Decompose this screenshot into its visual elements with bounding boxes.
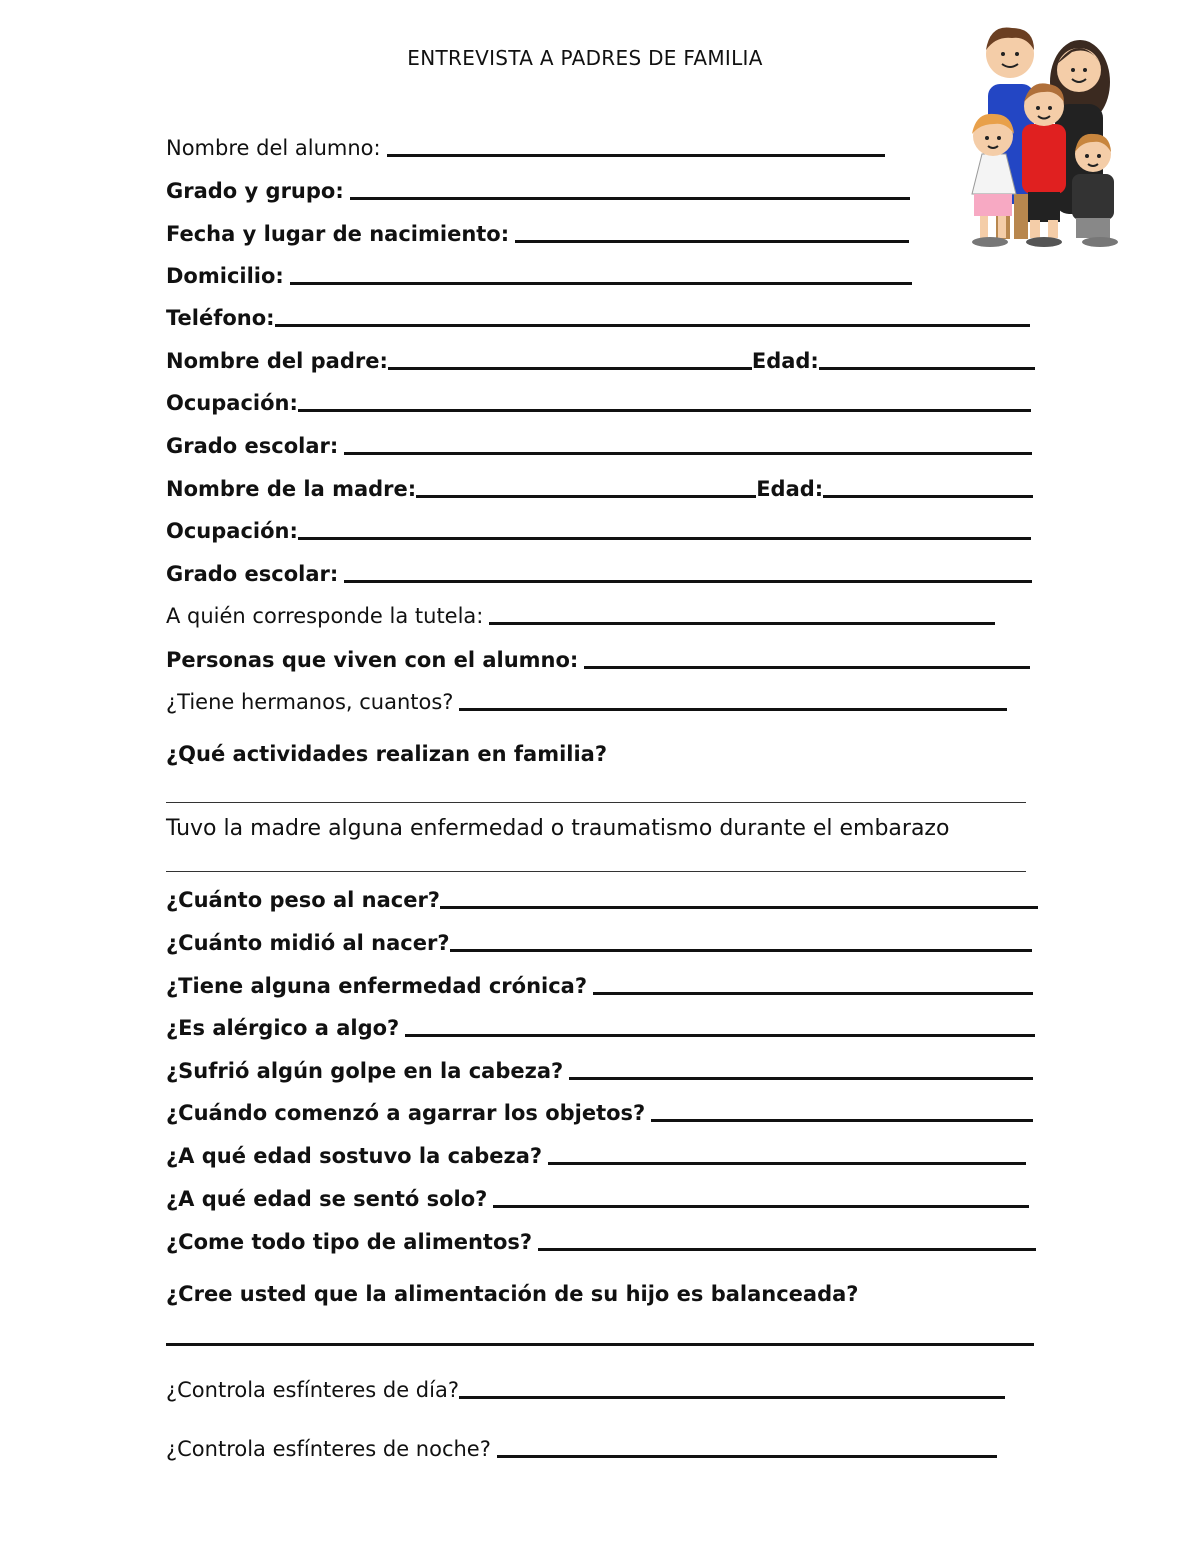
field-alergico: ¿Es alérgico a algo?: [166, 1010, 1035, 1040]
blank-grado-grupo[interactable]: [350, 197, 910, 200]
blank-grado-escolar-madre[interactable]: [344, 580, 1032, 583]
blank-grado-escolar-padre[interactable]: [344, 452, 1032, 455]
blank-cronica[interactable]: [593, 992, 1033, 995]
blank-sostuvo[interactable]: [548, 1162, 1026, 1165]
field-nombre-madre: Nombre de la madre: Edad:: [166, 471, 1033, 501]
blank-esfinteres-dia[interactable]: [459, 1396, 1005, 1399]
field-ocupacion-madre: Ocupación:: [166, 513, 1031, 543]
field-grado-escolar-madre: Grado escolar:: [166, 556, 1032, 586]
field-balanceada: ¿Cree usted que la alimentación de su hijo es balanceada?: [166, 1282, 859, 1306]
blank-midio[interactable]: [450, 949, 1032, 952]
field-cronica: ¿Tiene alguna enfermedad crónica?: [166, 968, 1033, 998]
field-fecha-lugar: Fecha y lugar de nacimiento:: [166, 216, 909, 246]
blank-ocupacion-madre[interactable]: [298, 537, 1031, 540]
family-clipart-icon: [960, 24, 1135, 254]
field-grado-escolar-padre: Grado escolar:: [166, 428, 1032, 458]
blank-golpe[interactable]: [569, 1077, 1033, 1080]
blank-tutela[interactable]: [489, 622, 995, 625]
blank-edad-padre[interactable]: [819, 367, 1035, 370]
blank-alimentos[interactable]: [538, 1248, 1036, 1251]
field-grado-grupo: Grado y grupo:: [166, 173, 910, 203]
field-embarazo: Tuvo la madre alguna enfermedad o traumatismo durante el embarazo: [166, 816, 950, 841]
blank-ocupacion-padre[interactable]: [298, 409, 1031, 412]
blank-actividades[interactable]: [166, 802, 1026, 803]
blank-alergico[interactable]: [405, 1034, 1035, 1037]
field-midio: ¿Cuánto midió al nacer?: [166, 925, 1032, 955]
page-title: ENTREVISTA A PADRES DE FAMILIA: [407, 46, 763, 70]
blank-esfinteres-noche[interactable]: [497, 1455, 997, 1458]
blank-domicilio[interactable]: [290, 282, 912, 285]
blank-sento[interactable]: [493, 1205, 1029, 1208]
blank-hermanos[interactable]: [459, 708, 1007, 711]
field-hermanos: ¿Tiene hermanos, cuantos?: [166, 684, 1007, 714]
field-telefono: Teléfono:: [166, 300, 1030, 330]
blank-fecha-lugar[interactable]: [515, 240, 909, 243]
field-sostuvo: ¿A qué edad sostuvo la cabeza?: [166, 1138, 1026, 1168]
field-actividades: ¿Qué actividades realizan en familia?: [166, 742, 608, 766]
blank-nombre-padre[interactable]: [388, 367, 752, 370]
field-esfinteres-noche: ¿Controla esfínteres de noche?: [166, 1431, 997, 1461]
blank-telefono[interactable]: [275, 324, 1030, 327]
field-peso: ¿Cuánto peso al nacer?: [166, 882, 1038, 912]
field-ocupacion-padre: Ocupación:: [166, 385, 1031, 415]
blank-nombre-alumno[interactable]: [387, 154, 885, 157]
field-alimentos: ¿Come todo tipo de alimentos?: [166, 1224, 1036, 1254]
field-sento: ¿A qué edad se sentó solo?: [166, 1181, 1029, 1211]
blank-agarrar[interactable]: [651, 1119, 1033, 1122]
blank-embarazo[interactable]: [166, 871, 1026, 872]
blank-personas[interactable]: [584, 666, 1030, 669]
blank-nombre-madre[interactable]: [416, 495, 756, 498]
blank-edad-madre[interactable]: [823, 495, 1033, 498]
field-personas: Personas que viven con el alumno:: [166, 642, 1030, 672]
field-nombre-alumno: Nombre del alumno:: [166, 130, 885, 160]
field-tutela: A quién corresponde la tutela:: [166, 598, 995, 628]
blank-balanceada[interactable]: [166, 1343, 1034, 1346]
field-domicilio: Domicilio:: [166, 258, 912, 288]
field-nombre-padre: Nombre del padre: Edad:: [166, 343, 1035, 373]
field-agarrar: ¿Cuándo comenzó a agarrar los objetos?: [166, 1095, 1033, 1125]
field-golpe: ¿Sufrió algún golpe en la cabeza?: [166, 1053, 1033, 1083]
blank-peso[interactable]: [440, 906, 1038, 909]
field-esfinteres-dia: ¿Controla esfínteres de día?: [166, 1372, 1005, 1402]
